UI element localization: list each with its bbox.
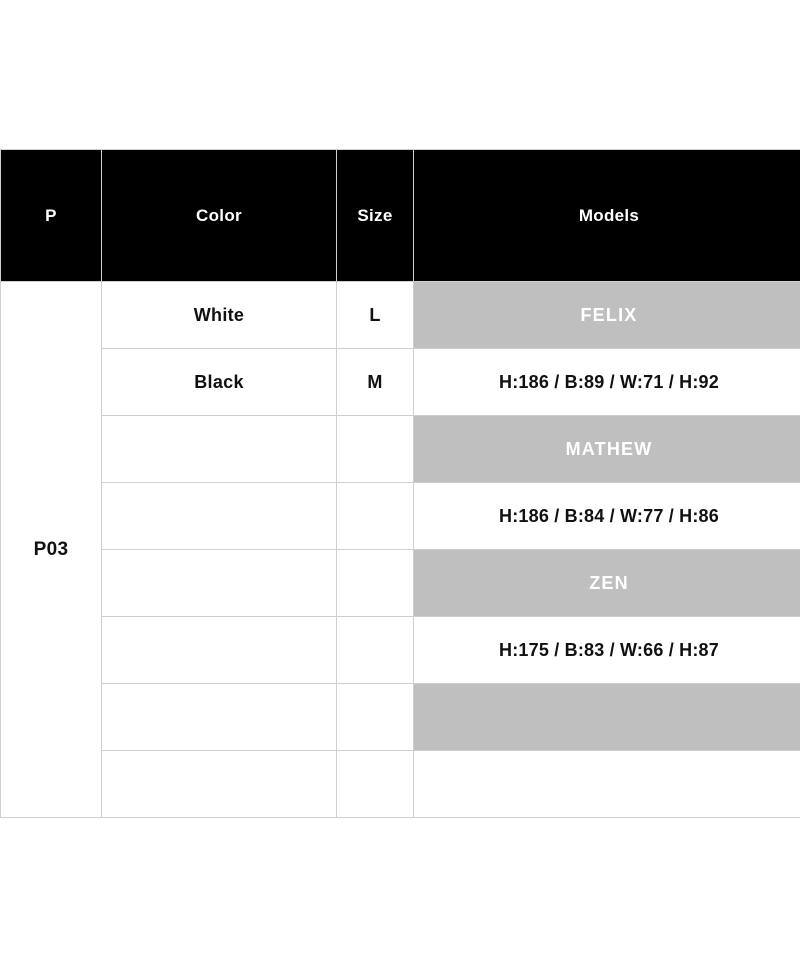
size-cell: M bbox=[337, 349, 414, 416]
color-cell bbox=[102, 684, 337, 751]
column-header-size: Size bbox=[337, 150, 414, 282]
table-header-row bbox=[1, 150, 800, 282]
color-cell bbox=[102, 416, 337, 483]
size-cell bbox=[337, 550, 414, 617]
model-blank-cell bbox=[414, 751, 800, 818]
table-row bbox=[1, 751, 800, 818]
product-code-cell: P03 bbox=[1, 282, 102, 818]
size-cell bbox=[337, 751, 414, 818]
model-measurement-cell: H:175 / B:83 / W:66 / H:87 bbox=[414, 617, 800, 684]
table-row bbox=[1, 684, 800, 751]
model-measurement-cell: H:186 / B:89 / W:71 / H:92 bbox=[414, 349, 800, 416]
table-row bbox=[1, 282, 800, 349]
size-cell bbox=[337, 483, 414, 550]
size-cell bbox=[337, 617, 414, 684]
column-header-color: Color bbox=[102, 150, 337, 282]
size-cell bbox=[337, 416, 414, 483]
model-name-cell: FELIX bbox=[414, 282, 800, 349]
model-name-cell: ZEN bbox=[414, 550, 800, 617]
size-cell: L bbox=[337, 282, 414, 349]
model-measurement-cell: H:186 / B:84 / W:77 / H:86 bbox=[414, 483, 800, 550]
color-cell: White bbox=[102, 282, 337, 349]
table-row bbox=[1, 550, 800, 617]
table-body bbox=[1, 282, 800, 818]
table-row bbox=[1, 483, 800, 550]
size-table-container bbox=[0, 149, 800, 818]
color-cell: Black bbox=[102, 349, 337, 416]
color-cell bbox=[102, 617, 337, 684]
color-cell bbox=[102, 751, 337, 818]
size-cell bbox=[337, 684, 414, 751]
column-header-p: P bbox=[1, 150, 102, 282]
column-header-models: Models bbox=[414, 150, 800, 282]
color-cell bbox=[102, 483, 337, 550]
table-row bbox=[1, 349, 800, 416]
table-row bbox=[1, 617, 800, 684]
size-table bbox=[0, 149, 800, 818]
model-blank-cell bbox=[414, 684, 800, 751]
table-header bbox=[1, 150, 800, 282]
color-cell bbox=[102, 550, 337, 617]
table-row bbox=[1, 416, 800, 483]
model-name-cell: MATHEW bbox=[414, 416, 800, 483]
